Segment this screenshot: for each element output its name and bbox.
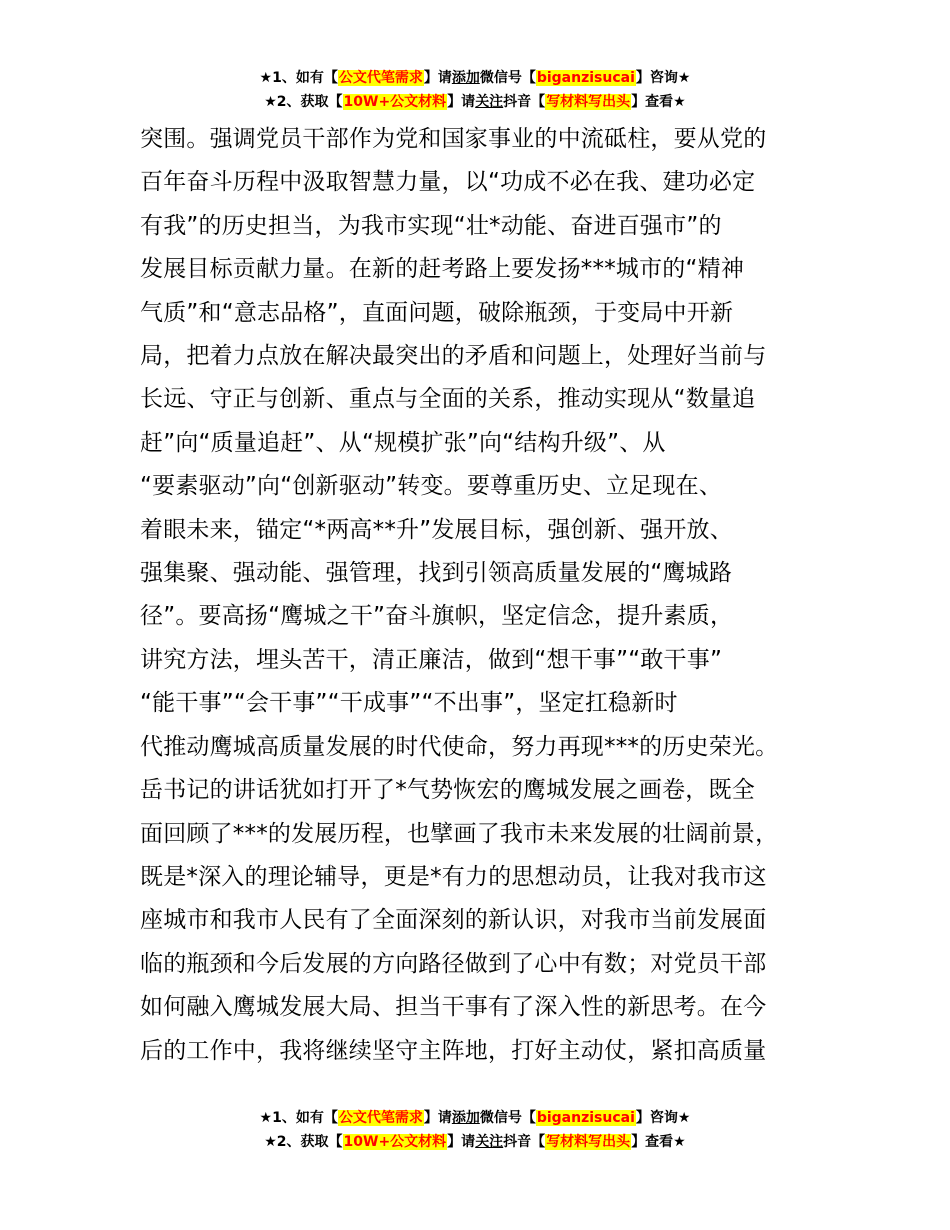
text-line: “能干事”“会干事”“干成事”“不出事”，坚定扛稳新时	[140, 690, 678, 717]
text-line: “要素驱动”向“创新驱动”转变。要尊重历史、立足现在、	[140, 473, 723, 500]
text-line: 发展目标贡献力量。在新的赶考路上要发扬***城市的“精神	[140, 256, 745, 283]
banner-text: 微信号【	[479, 70, 536, 86]
banner-text: 抖音【	[503, 1134, 546, 1150]
banner-underlined: 关注	[475, 94, 504, 110]
text-line: 局，把着力点放在解决最突出的矛盾和问题上，处理好当前与	[140, 343, 767, 370]
banner-text: ★1、如有【	[259, 70, 338, 86]
text-line: 气质”和“意志品格”，直面问题，破除瓶颈，于变局中开新	[140, 299, 734, 326]
banner-text: 】请	[447, 1134, 476, 1150]
document-body	[140, 118, 830, 1073]
banner-underlined: 关注	[475, 1134, 504, 1150]
text-line: 代推动鹰城高质量发展的时代使命，努力再现***的历史荣光。	[140, 733, 779, 760]
banner-text: 】查看★	[631, 94, 686, 110]
banner-highlight: biganzisucai	[536, 1110, 635, 1126]
text-line: 面回顾了***的发展历程，也擘画了我市未来发展的壮阔前景，	[140, 820, 779, 847]
banner-highlight: 公文代笔需求	[338, 70, 423, 86]
banner-text: 抖音【	[503, 94, 546, 110]
header-banner	[0, 66, 950, 114]
banner-text: 】请	[423, 1110, 452, 1126]
text-line: 强集聚、强动能、强管理，找到引领高质量发展的“鹰城路	[140, 560, 733, 587]
banner-highlight: 写材料写出头	[546, 94, 631, 110]
banner-underlined: 添加	[451, 70, 480, 86]
banner-highlight: 公文代笔需求	[338, 1110, 423, 1126]
text-line: 岳书记的讲话犹如打开了*气势恢宏的鹰城发展之画卷，既全	[140, 777, 755, 804]
banner-text: 】咨询★	[635, 70, 691, 86]
text-line: 如何融入鹰城发展大局、担当干事有了深入性的新思考。在今	[140, 994, 767, 1021]
text-line: 有我”的历史担当，为我市实现“壮*动能、奋进百强市”的	[140, 212, 722, 239]
text-line: 座城市和我市人民有了全面深刻的新认识，对我市当前发展面	[140, 907, 767, 934]
text-line: 长远、守正与创新、重点与全面的关系，推动实现从“数量追	[140, 386, 756, 413]
banner-line-1	[0, 66, 950, 90]
banner-highlight: 写材料写出头	[546, 1134, 631, 1150]
banner-line-1	[0, 1106, 950, 1130]
banner-line-2	[0, 90, 950, 114]
text-line: 着眼未来，锚定“*两高**升”发展目标，强创新、强开放、	[140, 516, 733, 543]
text-line: 径”。要高扬“鹰城之干”奋斗旗帜，坚定信念，提升素质，	[140, 603, 734, 630]
banner-highlight: biganzisucai	[536, 70, 635, 86]
text-line: 后的工作中，我将继续坚守主阵地，打好主动仗，紧扣高质量	[140, 1037, 767, 1064]
text-line: 讲究方法，埋头苦干，清正廉洁，做到“想干事”“敢干事”	[140, 646, 723, 673]
banner-text: 】咨询★	[635, 1110, 691, 1126]
text-line: 突围。强调党员干部作为党和国家事业的中流砥柱，要从党的	[140, 126, 767, 152]
banner-text: 】查看★	[631, 1134, 686, 1150]
banner-text: 】请	[423, 70, 452, 86]
banner-text: ★1、如有【	[259, 1110, 338, 1126]
text-line: 百年奋斗历程中汲取智慧力量，以“功成不必在我、建功必定	[140, 169, 756, 196]
text-line: 赶”向“质量追赶”、从“规模扩张”向“结构升级”、从	[140, 429, 666, 456]
text-line: 临的瓶颈和今后发展的方向路径做到了心中有数；对党员干部	[140, 950, 767, 977]
banner-text: ★2、获取【	[264, 94, 343, 110]
banner-highlight: 10W+公文材料	[343, 1134, 447, 1150]
banner-text: 】请	[447, 94, 476, 110]
banner-text: 微信号【	[479, 1110, 536, 1126]
banner-text: ★2、获取【	[264, 1134, 343, 1150]
banner-line-2	[0, 1130, 950, 1154]
footer-banner	[0, 1106, 950, 1154]
banner-highlight: 10W+公文材料	[343, 94, 447, 110]
text-line: 既是*深入的理论辅导，更是*有力的思想动员，让我对我市这	[140, 863, 767, 890]
banner-underlined: 添加	[451, 1110, 480, 1126]
